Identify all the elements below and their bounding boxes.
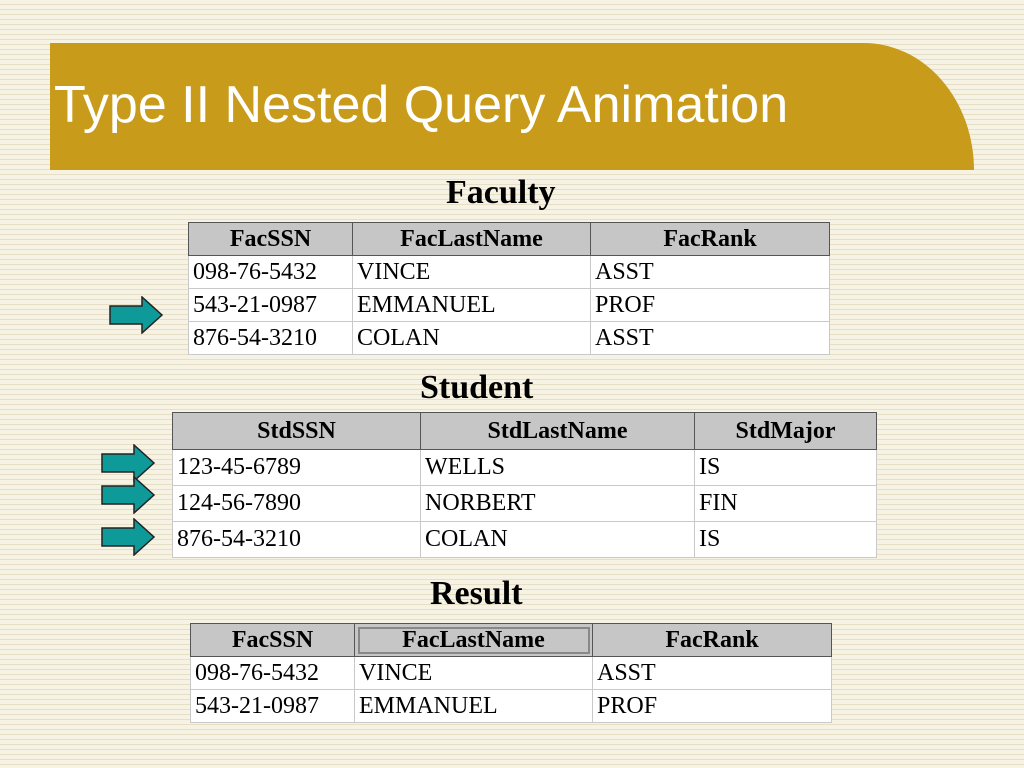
faculty-row	[189, 289, 830, 322]
result-header-row	[191, 624, 832, 657]
arrow-right-icon	[100, 518, 156, 556]
faculty-header-row	[189, 223, 830, 256]
result-cell: ASST	[593, 657, 832, 690]
arrow-right-icon	[100, 476, 156, 514]
faculty-cell: ASST	[591, 256, 830, 289]
student-row	[173, 522, 877, 558]
faculty-cell: 098-76-5432	[189, 256, 353, 289]
result-cell: EMMANUEL	[355, 690, 593, 723]
student-row	[173, 486, 877, 522]
student-header-row	[173, 413, 877, 450]
result-table	[190, 623, 832, 723]
result-col-header: FacRank	[593, 624, 832, 657]
result-col-header: FacSSN	[191, 624, 355, 657]
student-caption: Student	[420, 369, 534, 406]
faculty-col-header: FacSSN	[189, 223, 353, 256]
faculty-cell: 876-54-3210	[189, 322, 353, 355]
faculty-cell: PROF	[591, 289, 830, 322]
faculty-cell: COLAN	[353, 322, 591, 355]
faculty-cell: 543-21-0987	[189, 289, 353, 322]
student-cell: 123-45-6789	[173, 450, 421, 486]
arrow-right-icon	[108, 296, 164, 334]
student-cell: COLAN	[421, 522, 695, 558]
faculty-row	[189, 322, 830, 355]
student-table	[172, 412, 877, 558]
student-col-header: StdLastName	[421, 413, 695, 450]
result-cell: 098-76-5432	[191, 657, 355, 690]
result-row	[191, 657, 832, 690]
result-col-header: FacLastName	[355, 624, 593, 657]
faculty-col-header: FacLastName	[353, 223, 591, 256]
result-cell: 543-21-0987	[191, 690, 355, 723]
result-caption: Result	[430, 575, 523, 612]
faculty-col-header: FacRank	[591, 223, 830, 256]
student-col-header: StdMajor	[695, 413, 877, 450]
student-cell: 124-56-7890	[173, 486, 421, 522]
student-cell: IS	[695, 450, 877, 486]
student-col-header: StdSSN	[173, 413, 421, 450]
faculty-table	[188, 222, 830, 355]
student-row	[173, 450, 877, 486]
faculty-row	[189, 256, 830, 289]
student-cell: WELLS	[421, 450, 695, 486]
student-cell: 876-54-3210	[173, 522, 421, 558]
result-cell: VINCE	[355, 657, 593, 690]
slide-title: Type II Nested Query Animation	[54, 76, 789, 134]
faculty-cell: VINCE	[353, 256, 591, 289]
student-cell: FIN	[695, 486, 877, 522]
faculty-cell: EMMANUEL	[353, 289, 591, 322]
faculty-caption: Faculty	[446, 174, 556, 211]
student-cell: NORBERT	[421, 486, 695, 522]
result-cell: PROF	[593, 690, 832, 723]
student-cell: IS	[695, 522, 877, 558]
faculty-cell: ASST	[591, 322, 830, 355]
result-row	[191, 690, 832, 723]
